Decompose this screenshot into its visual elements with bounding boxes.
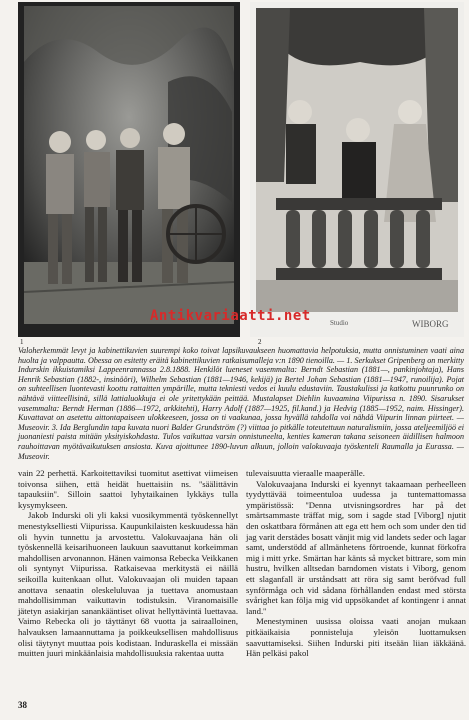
- paragraph: vain 22 perhettä. Karkoitettaviksi tuomitut asettivat viimeisen toivonsa siihen, että heidät huettaisiin ns. ''säälittävin tapauksiin''. Silloin saattoi lyhytaikainen lykkäys tulla kysymykseen.: [18, 468, 238, 510]
- paragraph: Jakob Indurski oli yli kaksi vuosikymmentä työskennellyt menestykselliesti Viipurissa. Kaupunkilaisten keskuudessa hän oli hyvin tunnettu ja arvostettu. Valokuvaajana hän oli työskennellä keisarihuoneen laukuun saavuttanut korkeimman mahdollisen arvonannon. Hänen vaimonsa Rebecka Veikkanen oli syntynyt Viipurissa. Ratkaisevaa merkitystä ei näillä seikoilla kuitenkaan ollut. Valokuvaajan oli muiden tapaan anottava senaatin oleskeluluvaa ja tuettava anomustaan mahdollisimman vaikuttavin todistuksin. Viranomaisille jätetyn asiakirjan sanankääntiset olivat hellyttävintä luettavaa. Vaimo Rebecka oli jo täyttänyt 68 vuotta ja sairaalloinen, halvauksen lamaannuttama ja poikkeuksellisen mahdollisuus olisi täytynyt muuttaa pois kodistaan. Induraskella ei missään muitten juuri minkäänlaisia mahdollisuuksia rakentaa uutta: [18, 510, 238, 659]
- photo-number-1: 1: [20, 338, 24, 346]
- photograph-four-boys: [18, 2, 240, 337]
- text-column-right: [246, 468, 466, 659]
- studio-mark: WIBORG: [412, 319, 449, 329]
- text-column-left: [18, 468, 238, 659]
- watermark-text: Antikvariaatti.net: [150, 308, 311, 324]
- photograph-three-children: [250, 2, 464, 337]
- photo-number-2: 2: [258, 338, 262, 346]
- photo-caption: Valoherkemmät levyt ja kabinettikuvien suurempi koko toivat lapsikuvaukseen huomattavia helpotuksia, mutta onnistuminen vaati aina huolta ja valppautta. Obessa on esitetty eräitä kabinettikuvien ratkaisumalleja v:n 1890 tienoilla. — 1. Serkukset Gripenberg on merkitty Indurskin ikkuistamiksi Lappeenrannassa 2.8.1888. Henkilöt lueneset vasemmalta: Berndt Sebastian (1881—, pankinjohtaja), Hans Henrik Sebastian (1882-, insinööri), Wilhelm Sebastian (1881—1946, kekijä) ja Bertel Johan Sebastian (1881—1947, runoilija). Pojat on suhteellisen luontevasti koottu rattaitten ympärille, mutta tekniesti vedos ei kuulu edustaviin. Taustakulissi ja katkottu puunrunko on nähtävä viitteellisinä, sillä lattialuokkuja ei ole yritettykään peittää. Mustalapset Diehlin kuvaamina Viipurissa n. 1890. Sisarukset vasemmalta: Berndt Herman (1886—1972, arkkitehti), Harry Adolf (1887—1925, fil.kand.) ja Hedvig (1885—1952, naim. Hissinger). Kuvattavat on asetettu aittontapaiseen ulokkeeseen, jossa on ti vaakunaa, jossa hyvällä tahdolla voi nähdä Viipurin linnan piirteet. — Museovir. 3. Ida Berglundin tapa kuvata nuori Balder Grundström (?) viittaa jo pitkälle toteutettuun naturalismiin, jossa ateljeemiljöö ei juonaniesti paista mitään yksityiskohdasta. Tulos vaikuttaa varsin onnistuneelta, kenties kameran takana seisoneen äidillisen halmoon rauhoittavan myötävaikutuksen ansiosta. Kuva ajoittunee 1890-luvun alkuun, jolloin valokuvaaja työskenteli Raumalla ja Eurassa. — Museovir.: [18, 346, 464, 461]
- paragraph: Valokuvaajana Indurski ei kyennyt takaamaan perheelleen tyydyttävää toimeentuloa uudessa ja tuntemattomassa ympäristössä: ''Denna utvisningsordres har på det smärtsammaste träffat mig, som i sagde stad [Viborg] njutit den oskattbara förmånen att ega ett hem och som under den tid jag varit derstädes bosatt vänjit mig vid landets seder och lagar samt, understödd af allmänhetens förtroende, kunnat förkofra mig i mitt yrke. Smärtan har känts så mycket bittrare, som min hustru, hvilken alltsedan barndomen vistats i Viborg, genom ett slaganfall är urståndsatt att röra sig samt beröfvad full synförmåga och vid sådana förhållanden endast med största svårighet kan följa mig vid uppsökandet af kontingenr i annat land.'': [246, 478, 466, 616]
- studio-imprint: Studio: [330, 319, 349, 327]
- paragraph: Menestyminen uusissa oloissa vaati anojan mukaan pitkäaikaisia ponnisteluja yleisön luottamuksen saavuttamiseksi. Siihen Indurski piti itseään liian iäkkäänä. Hän pelkäsi pakol: [246, 616, 466, 659]
- page-number: 38: [18, 700, 27, 710]
- paragraph: tulevaisuutta vieraalle maaperälle.: [246, 468, 365, 478]
